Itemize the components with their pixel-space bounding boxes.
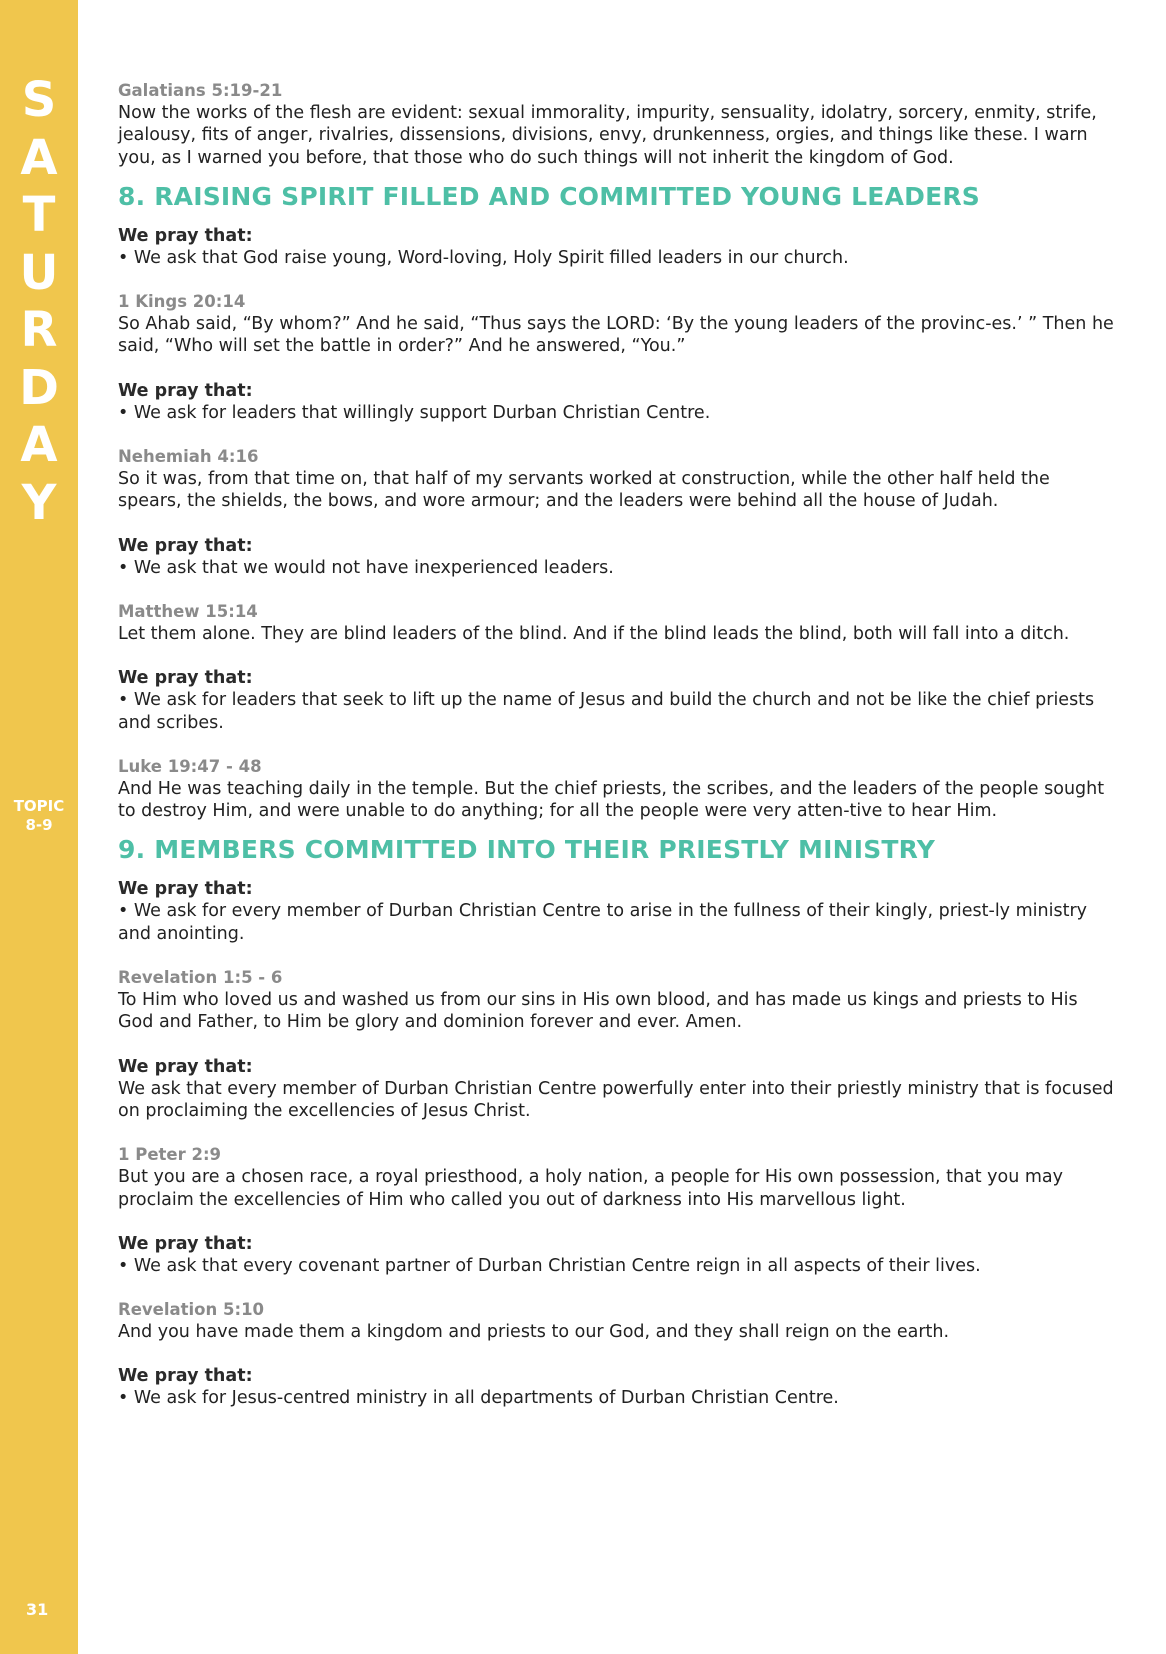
- scripture-text: Let them alone. They are blind leaders of the blind. And if the blind leads the blind, both will fall into a ditch.: [118, 623, 1070, 644]
- scripture-reference: Nehemiah 4:16: [118, 447, 259, 467]
- section-heading: 9. MEMBERS COMMITTED INTO THEIR PRIESTLY MINISTRY: [118, 835, 936, 865]
- prayer-text: • We ask that every covenant partner of Durban Christian Centre reign in all aspects of their lives.: [118, 1255, 981, 1276]
- scripture-block: [118, 601, 1118, 645]
- prayer-text: • We ask for every member of Durban Christian Centre to arise in the fullness of their kingly, priest-ly ministry and anointing.: [118, 901, 1087, 944]
- prayer-label: We pray that:: [118, 380, 253, 401]
- day-letter: R: [20, 302, 58, 358]
- topic-indicator: [0, 797, 78, 835]
- prayer-text: • We ask that God raise young, Word-loving, Holy Spirit filled leaders in our church.: [118, 247, 849, 268]
- prayer-point: [118, 878, 1118, 945]
- section-heading: 8. RAISING SPIRIT FILLED AND COMMITTED YOUNG LEADERS: [118, 181, 981, 211]
- prayer-text: We ask that every member of Durban Christian Centre powerfully enter into their priestly ministry that is focused on proclaiming the excellencies of Jesus Christ.: [118, 1078, 1114, 1121]
- day-letter: Y: [21, 474, 57, 531]
- scripture-block: [118, 1144, 1118, 1211]
- scripture-text: So it was, from that time on, that half of my servants worked at construction, while the other half held the spears, the shields, the bows, and wore armour; and the leaders were behind all the house of Judah.: [118, 469, 1050, 512]
- scripture-reference: Revelation 1:5 - 6: [118, 968, 283, 988]
- prayer-point: [118, 380, 1118, 424]
- scripture-reference: Matthew 15:14: [118, 601, 258, 621]
- prayer-point: [118, 1056, 1118, 1123]
- day-title: [0, 72, 78, 532]
- day-letter: U: [19, 244, 59, 301]
- prayer-label: We pray that:: [118, 535, 253, 556]
- scripture-reference: 1 Peter 2:9: [118, 1145, 222, 1165]
- sidebar: [0, 0, 78, 1654]
- prayer-label: We pray that:: [118, 1056, 253, 1077]
- scripture-reference: Revelation 5:10: [118, 1300, 265, 1320]
- scripture-block: [118, 756, 1118, 823]
- prayer-label: We pray that:: [118, 1366, 253, 1387]
- scripture-block: [118, 446, 1118, 513]
- scripture-reference: Galatians 5:19-21: [118, 81, 283, 100]
- day-letter: A: [20, 417, 58, 473]
- intro-scripture: [118, 80, 1118, 169]
- day-letter: S: [21, 72, 57, 128]
- scripture-block: [118, 967, 1118, 1034]
- prayer-point: [118, 535, 1118, 579]
- prayer-label: We pray that:: [118, 668, 253, 689]
- day-letter: A: [20, 129, 58, 186]
- page-number: 31: [26, 1600, 49, 1619]
- prayer-label: We pray that:: [118, 879, 253, 900]
- topic-label: TOPIC: [13, 797, 65, 815]
- prayer-text: • We ask that we would not have inexperienced leaders.: [118, 557, 614, 578]
- prayer-point: [118, 1233, 1118, 1277]
- scripture-text: And you have made them a kingdom and priests to our God, and they shall reign on the earth.: [118, 1322, 950, 1343]
- scripture-reference: 1 Kings 20:14: [118, 292, 246, 312]
- day-letter: T: [22, 187, 56, 243]
- prayer-text: • We ask for leaders that willingly support Durban Christian Centre.: [118, 402, 711, 423]
- scripture-block: [118, 291, 1118, 358]
- main-content: [118, 80, 1118, 1410]
- prayer-text: • We ask for Jesus-centred ministry in all departments of Durban Christian Centre.: [118, 1388, 839, 1409]
- scripture-text: But you are a chosen race, a royal priesthood, a holy nation, a people for His own possession, that you may proclaim the excellencies of Him who called you out of darkness into His marvellous light.: [118, 1167, 1064, 1210]
- topic-range: 8-9: [25, 816, 53, 834]
- scripture-text: So Ahab said, “By whom?” And he said, “Thus says the LORD: ‘By the young leaders of the provinc-es.’ ” Then he said, “Who will set the battle in order?” And he answered, “You.”: [118, 314, 1114, 357]
- prayer-point: [118, 1365, 1118, 1409]
- scripture-text: And He was teaching daily in the temple. But the chief priests, the scribes, and the leaders of the people sought to destroy Him, and were unable to do anything; for all the people were very atten-tive to hear Him.: [118, 778, 1105, 822]
- scripture-text: Now the works of the flesh are evident: sexual immorality, impurity, sensuality, idolatry, sorcery, enmity, strife, jealousy, fits of anger, rivalries, dissensions, divisions, envy, drunkenness, orgies, and things like these. I warn you, as I warned you before, that those who do such things will not inherit the kingdom of God.: [118, 103, 1097, 168]
- scripture-text: To Him who loved us and washed us from our sins in His own blood, and has made us kings and priests to His God and Father, to Him be glory and dominion forever and ever. Amen.: [118, 990, 1078, 1033]
- prayer-text: • We ask for leaders that seek to lift up the name of Jesus and build the church and not be like the chief priests and scribes.: [118, 690, 1095, 733]
- prayer-point: [118, 225, 1118, 269]
- scripture-reference: Luke 19:47 - 48: [118, 756, 262, 776]
- prayer-point: [118, 667, 1118, 734]
- prayer-label: We pray that:: [118, 225, 253, 246]
- prayer-label: We pray that:: [118, 1233, 253, 1254]
- day-letter: D: [19, 359, 59, 416]
- scripture-block: [118, 1299, 1118, 1343]
